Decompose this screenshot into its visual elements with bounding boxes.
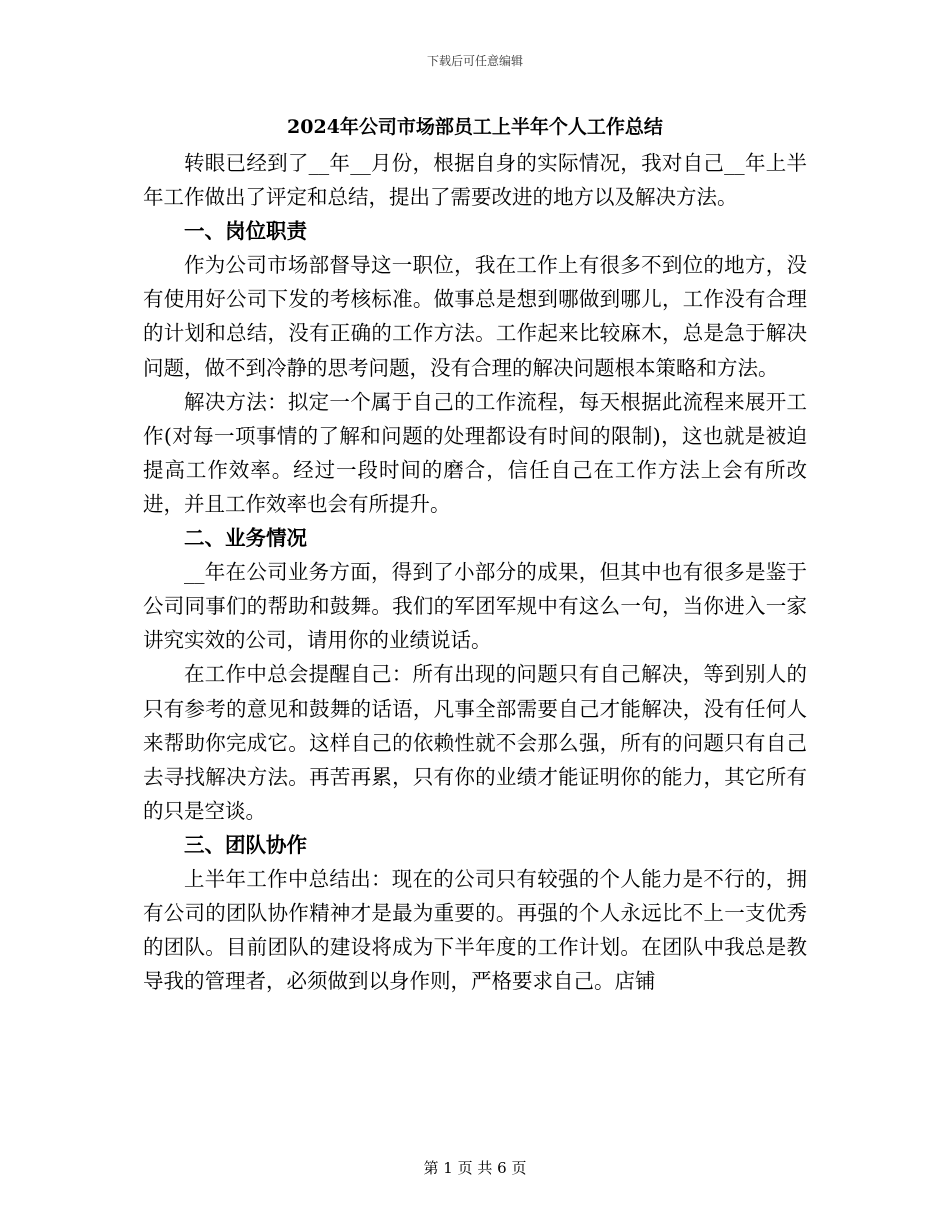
duties-paragraph: 作为公司市场部督导这一职位，我在工作上有很多不到位的地方，没有使用好公司下发的考核标准。做事总是想到哪做到哪儿，工作没有合理的计划和总结，没有正确的工作方法。工作起来比较麻木，总是急于解决问题，做不到冷静的思考问题，没有合理的解决问题根本策略和方法。 [143,253,807,380]
document-title: 2024年公司市场部员工上半年个人工作总结 [287,116,663,138]
teamwork-paragraph: 上半年工作中总结出：现在的公司只有较强的个人能力是不行的，拥有公司的团队协作精神才是最为重要的。再强的个人永远比不上一支优秀的团队。目前团队的建设将成为下半年度的工作计划。在团队中我总是教导我的管理者，必须做到以身作则，严格要求自己。店铺 [143,866,807,994]
self-reminder-paragraph: 在工作中总会提醒自己：所有出现的问题只有自己解决，等到别人的只有参考的意见和鼓舞的话语，凡事全部需要自己才能解决，没有任何人来帮助你完成它。这样自己的依赖性就不会那么强，所有的问题只有自己去寻找解决方法。再苦再累，只有你的业绩才能证明你的能力，其它所有的只是空谈。 [143,662,807,823]
page-footer: 第 1 页 共 6 页 [423,1159,527,1177]
intro-paragraph: 转眼已经到了__年__月份，根据自身的实际情况，我对自己__年上半年工作做出了评定和总结，提出了需要改进的地方以及解决方法。 [143,151,807,210]
section-heading-duties: 一、岗位职责 [184,219,307,244]
solution-paragraph: 解决方法：拟定一个属于自己的工作流程，每天根据此流程来展开工作(对每一项事情的了解和问题的处理都设有时间的限制)，这也就是被迫提高工作效率。经过一段时间的磨合，信任自己在工作方法上会有所改进，并且工作效率也会有所提升。 [143,389,807,516]
business-paragraph: __年在公司业务方面，得到了小部分的成果，但其中也有很多是鉴于公司同事们的帮助和鼓舞。我们的军团军规中有这么一句，当你进入一家讲究实效的公司，请用你的业绩说话。 [143,560,807,653]
section-heading-business: 二、业务情况 [184,526,307,551]
header-note: 下载后可任意编辑 [426,54,523,68]
document-body [143,146,807,998]
section-heading-teamwork: 三、团队协作 [184,832,307,857]
